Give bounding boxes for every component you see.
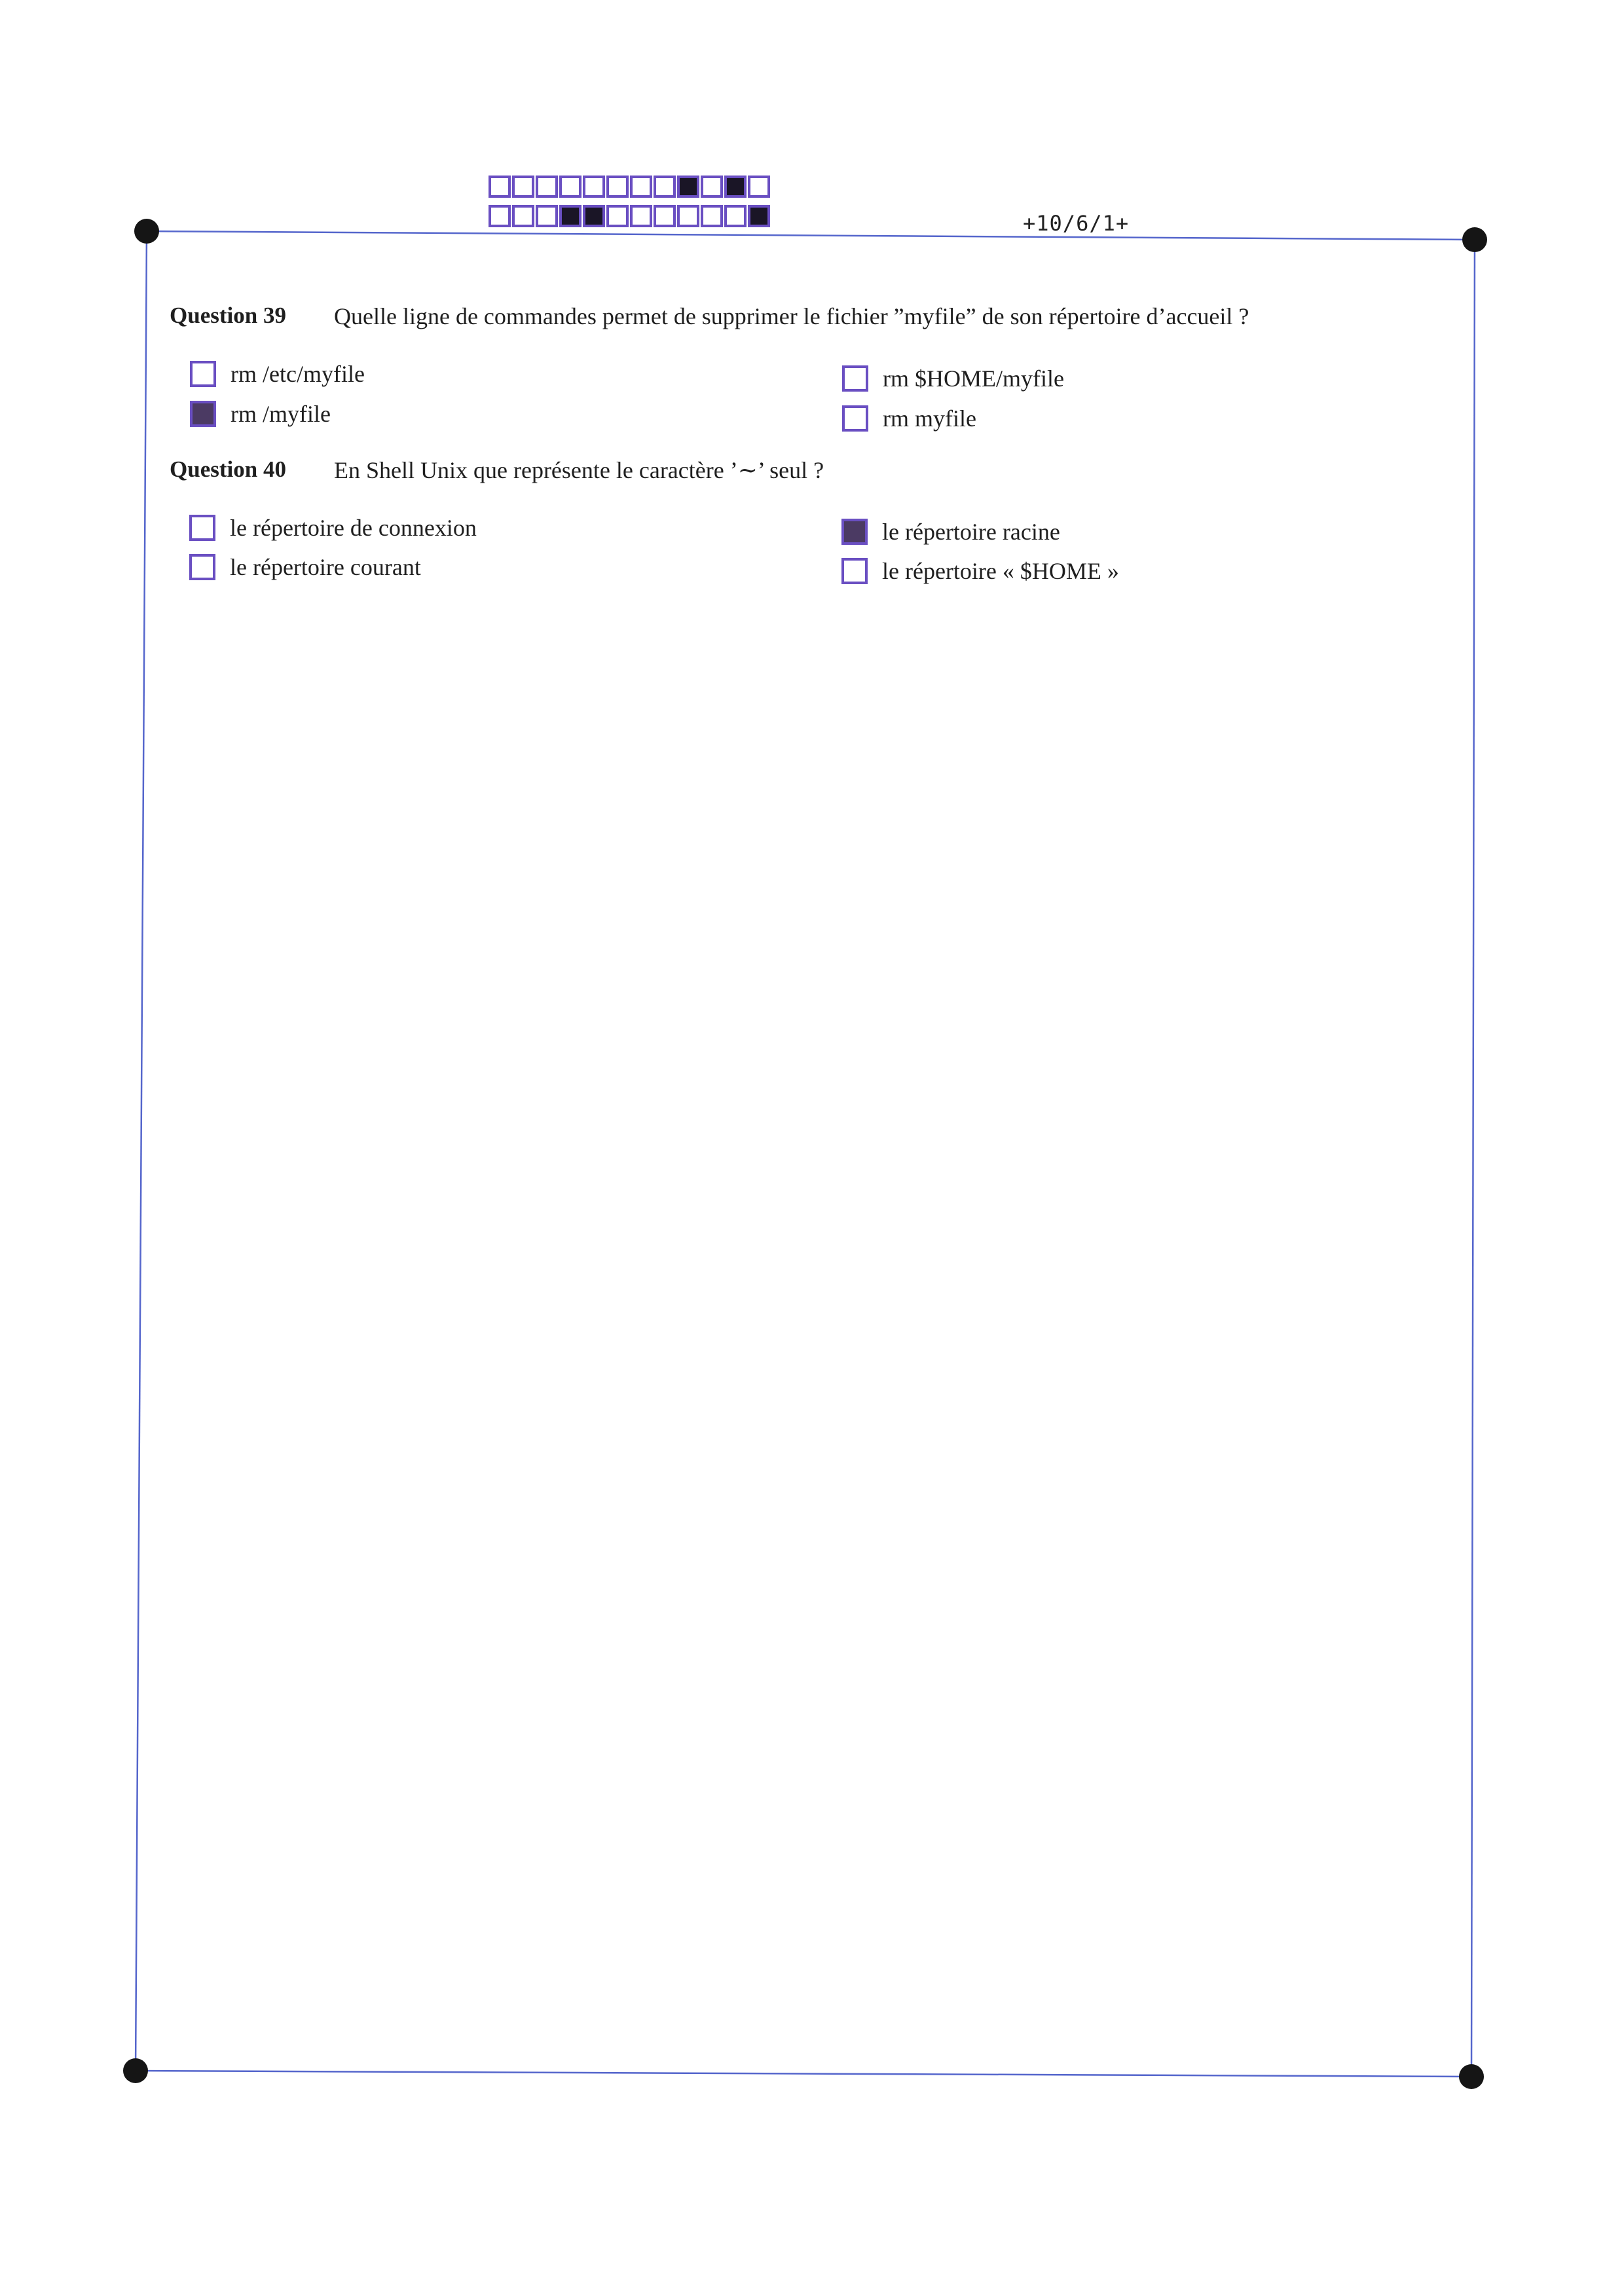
id-bit-box xyxy=(630,205,652,227)
choice-q40-2[interactable] xyxy=(189,553,421,581)
choice-q40-3[interactable] xyxy=(841,518,1060,546)
id-bit-box xyxy=(512,176,534,198)
id-bit-box xyxy=(677,205,699,227)
checkbox[interactable] xyxy=(841,519,868,545)
checkbox[interactable] xyxy=(842,365,868,392)
id-bit-box xyxy=(724,176,747,198)
choice-label: le répertoire racine xyxy=(882,519,1060,545)
corner-mark-bottom-left xyxy=(123,2058,148,2083)
id-bit-box xyxy=(559,176,581,198)
id-bit-box xyxy=(630,176,652,198)
checkbox[interactable] xyxy=(841,558,868,584)
id-bit-box xyxy=(512,205,534,227)
id-bit-box xyxy=(606,176,629,198)
page-id: +10/6/1+ xyxy=(1023,211,1130,236)
choice-label: rm myfile xyxy=(883,405,976,432)
id-bit-box xyxy=(536,176,558,198)
corner-mark-bottom-right xyxy=(1459,2064,1484,2089)
id-bit-box xyxy=(583,176,605,198)
question-40-text: En Shell Unix que représente le caractère ’∼’ seul ? xyxy=(334,457,824,483)
checkbox[interactable] xyxy=(190,401,216,427)
id-bit-box xyxy=(724,205,747,227)
frame-bottom-line xyxy=(136,2071,1471,2077)
corner-mark-top-right xyxy=(1462,227,1487,252)
id-code-row-2 xyxy=(489,205,771,227)
choice-q39-1[interactable] xyxy=(190,360,365,388)
checkbox[interactable] xyxy=(842,405,868,432)
question-39-label: Question 39 xyxy=(170,303,286,328)
choice-label: le répertoire courant xyxy=(230,554,421,580)
id-bit-box xyxy=(748,176,770,198)
frame-top-line xyxy=(147,231,1475,240)
question-39-text: Quelle ligne de commandes permet de supprimer le fichier ”myfile” de son répertoire d’accueil ? xyxy=(334,303,1249,329)
choice-label: le répertoire de connexion xyxy=(230,515,477,541)
id-bit-box xyxy=(606,205,629,227)
choice-label: le répertoire « $HOME » xyxy=(882,558,1119,584)
id-bit-box xyxy=(489,176,511,198)
corner-mark-top-left xyxy=(134,219,159,244)
checkbox[interactable] xyxy=(189,554,215,580)
checkbox[interactable] xyxy=(190,361,216,387)
id-bit-box xyxy=(748,205,770,227)
question-40-label: Question 40 xyxy=(170,456,286,482)
id-bit-box xyxy=(701,176,723,198)
checkbox[interactable] xyxy=(189,515,215,541)
id-bit-box xyxy=(701,205,723,227)
id-bit-box xyxy=(536,205,558,227)
id-bit-box xyxy=(559,205,581,227)
choice-q39-2[interactable] xyxy=(190,400,331,428)
choice-q40-4[interactable] xyxy=(841,557,1119,585)
id-bit-box xyxy=(677,176,699,198)
id-bit-box xyxy=(654,176,676,198)
frame-right-line xyxy=(1471,240,1475,2077)
choice-q39-3[interactable] xyxy=(842,365,1064,392)
id-code-row-1 xyxy=(489,176,771,198)
choice-label: rm /etc/myfile xyxy=(231,361,365,387)
frame-left-line xyxy=(136,231,147,2071)
choice-label: rm $HOME/myfile xyxy=(883,365,1064,392)
id-bit-box xyxy=(489,205,511,227)
id-bit-box xyxy=(583,205,605,227)
choice-label: rm /myfile xyxy=(231,401,331,427)
choice-q39-4[interactable] xyxy=(842,405,976,432)
choice-q40-1[interactable] xyxy=(189,514,477,542)
id-bit-box xyxy=(654,205,676,227)
